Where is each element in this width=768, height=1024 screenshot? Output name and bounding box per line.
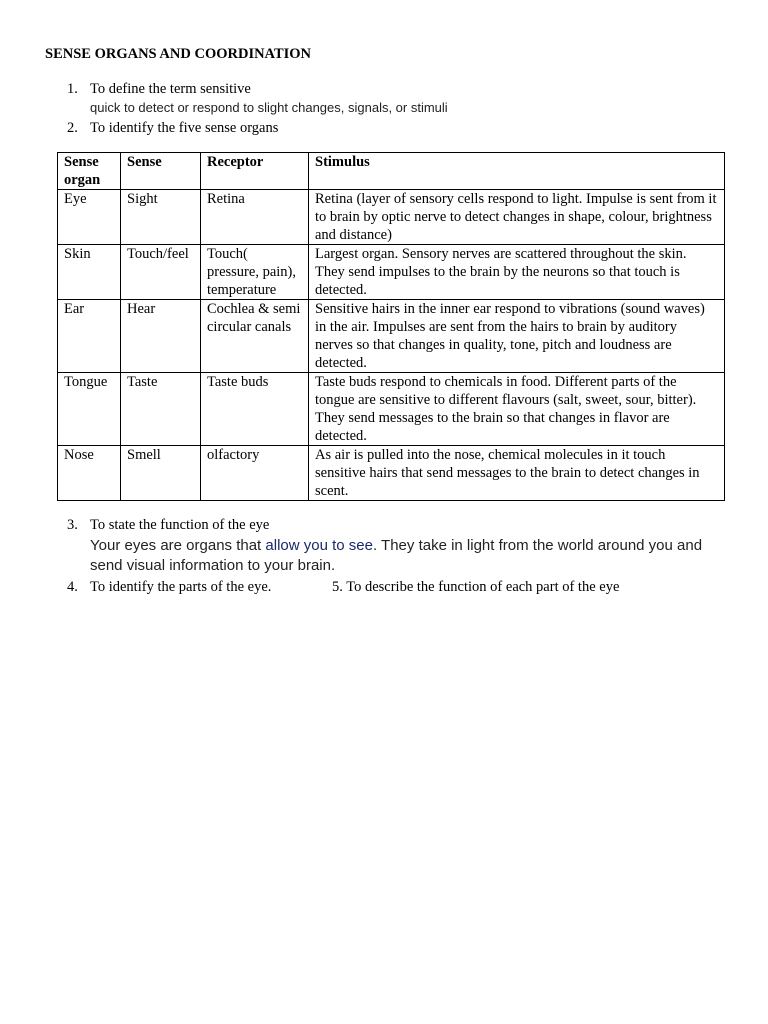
table-row bbox=[58, 373, 725, 446]
cell-receptor: olfactory bbox=[201, 446, 309, 501]
objective-text: To identify the five sense organs bbox=[90, 120, 279, 136]
cell-organ: Tongue bbox=[58, 373, 121, 446]
page-title: SENSE ORGANS AND COORDINATION bbox=[45, 46, 312, 62]
cell-stimulus: Largest organ. Sensory nerves are scattered throughout the skin. They send impulses to the brain by the neurons so that touch is detected. bbox=[309, 245, 725, 300]
table-header-row bbox=[58, 153, 725, 190]
header-stimulus: Stimulus bbox=[309, 153, 725, 190]
definition-text: quick to detect or respond to slight changes, signals, or stimuli bbox=[90, 100, 448, 115]
objective-5: 5. To describe the function of each part of the eye bbox=[332, 579, 620, 595]
header-sense: Sense bbox=[121, 153, 201, 190]
cell-receptor: Cochlea & semi circular canals bbox=[201, 300, 309, 373]
eye-function-end: . They take in light from the world around you and bbox=[372, 537, 703, 554]
cell-receptor: Taste buds bbox=[201, 373, 309, 446]
cell-organ: Ear bbox=[58, 300, 121, 373]
eye-function-start: Your eyes are organs that bbox=[90, 537, 266, 554]
table-row bbox=[58, 446, 725, 501]
objective-text: To identify the parts of the eye. bbox=[90, 579, 272, 595]
objective-text: To state the function of the eye bbox=[90, 517, 270, 533]
cell-receptor: Retina bbox=[201, 190, 309, 245]
cell-sense: Taste bbox=[121, 373, 201, 446]
eye-function-text bbox=[90, 536, 702, 555]
objective-number: 3. bbox=[67, 517, 78, 533]
cell-sense: Hear bbox=[121, 300, 201, 373]
cell-stimulus: Sensitive hairs in the inner ear respond to vibrations (sound waves) in the air. Impulses are sent from the hairs to brain by auditory nerves so that changes in quality, tone, pitch and loudness are detected. bbox=[309, 300, 725, 373]
cell-organ: Skin bbox=[58, 245, 121, 300]
cell-sense: Smell bbox=[121, 446, 201, 501]
table-row bbox=[58, 190, 725, 245]
objective-text: To define the term sensitive bbox=[90, 81, 251, 97]
header-sense-organ: Sense organ bbox=[58, 153, 121, 190]
sense-organs-table bbox=[57, 152, 725, 501]
table-row bbox=[58, 245, 725, 300]
cell-receptor: Touch( pressure, pain), temperature bbox=[201, 245, 309, 300]
objective-number: 2. bbox=[67, 120, 78, 136]
table-row bbox=[58, 300, 725, 373]
objective-number: 4. bbox=[67, 579, 78, 595]
cell-sense: Touch/feel bbox=[121, 245, 201, 300]
cell-organ: Nose bbox=[58, 446, 121, 501]
eye-function-highlight: allow you to see bbox=[265, 537, 373, 554]
cell-stimulus: Taste buds respond to chemicals in food. Different parts of the tongue are sensitive to different flavours (salt, sweet, sour, bitter). They send messages to the brain so that changes in flavor are detected. bbox=[309, 373, 725, 446]
objective-number: 1. bbox=[67, 81, 78, 97]
eye-function-line2: send visual information to your brain. bbox=[90, 557, 336, 574]
cell-stimulus: As air is pulled into the nose, chemical molecules in it touch sensitive hairs that send messages to the brain to detect changes in scent. bbox=[309, 446, 725, 501]
cell-organ: Eye bbox=[58, 190, 121, 245]
cell-sense: Sight bbox=[121, 190, 201, 245]
header-receptor: Receptor bbox=[201, 153, 309, 190]
cell-stimulus: Retina (layer of sensory cells respond to light. Impulse is sent from it to brain by optic nerve to detect changes in shape, colour, brightness and distance) bbox=[309, 190, 725, 245]
